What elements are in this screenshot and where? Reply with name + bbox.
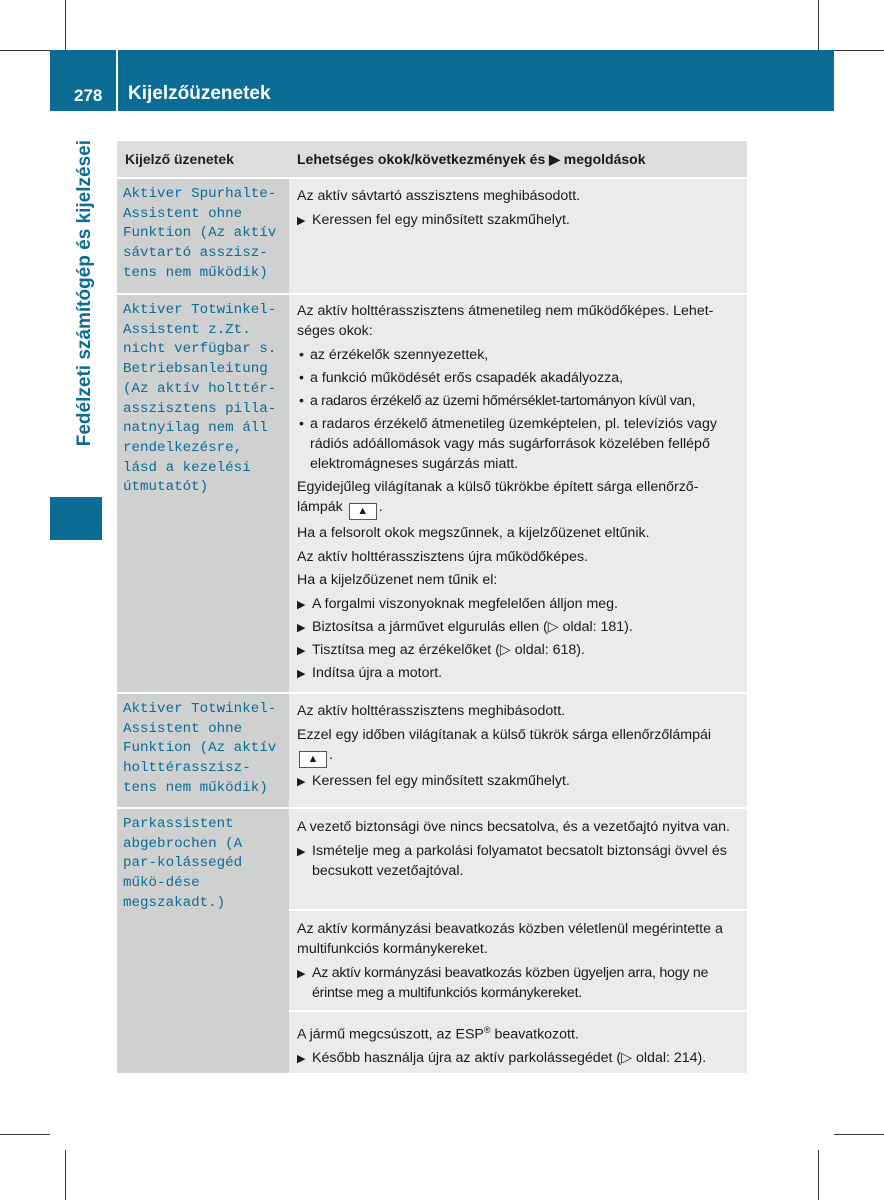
cause-text (297, 725, 741, 768)
action-item (297, 210, 741, 230)
table-row (117, 295, 747, 694)
registered-mark: ® (483, 1025, 491, 1035)
action-arrow-icon: ▶ (297, 644, 306, 657)
message-solution (289, 809, 747, 1073)
cause-text: A vezető biztonsági öve nincs becsatolva, és a vezetőajtó nyitva van. (297, 819, 730, 835)
cause-text (297, 1020, 741, 1045)
bullet: • (299, 415, 304, 432)
list-item-text: az érzékelők szennyezettek, (310, 346, 489, 363)
list-item-text: a funkció működését erős csapadék akadályozza, (310, 369, 624, 386)
cause-text-part: beavatkozott. (490, 1026, 579, 1043)
chapter-marker (50, 497, 102, 540)
action-item (297, 663, 741, 683)
crop-mark (65, 0, 66, 50)
message-text: Aktiver Totwinkel-Assistent z.Zt. nicht verfügbar s. Betriebsanleitung (Az aktív holttér-asszisztens pilla-natnyilag nem áll rendelkezésre, lásd a kezelési útmutatót) (123, 302, 277, 496)
display-message (117, 295, 289, 694)
page-number: 278 (74, 86, 103, 105)
page-title: Kijelzőüzenetek (128, 83, 271, 104)
list-item (297, 391, 741, 411)
message-text: Parkassistent abgebrochen (A par-kolássegéd műkö-dése megszakadt.) (123, 816, 243, 911)
action-item (297, 771, 741, 791)
action-text: Az aktív kormányzási beavatkozás közben ügyeljen arra, hogy ne érintse meg a multifunkciós kormánykereket. (312, 964, 709, 1001)
action-arrow-icon: ▶ (297, 845, 306, 858)
action-item (297, 594, 741, 614)
cause-text: Ha a kijelzőüzenet nem tűnik el: (297, 572, 498, 588)
cause-text: Az aktív sávtartó asszisztens meghibásodott. (297, 188, 581, 204)
crop-mark (834, 50, 884, 51)
bullet: • (299, 346, 304, 363)
message-text: Aktiver Spurhalte-Assistent ohne Funktion (Az aktív sávtartó asszisz-tens nem működik) (123, 186, 277, 281)
list-item (297, 414, 741, 474)
action-text: A forgalmi viszonyoknak megfelelően álljon meg. (312, 595, 618, 612)
solution-segment (289, 911, 747, 1012)
cause-text: Az aktív holttérasszisztens átmenetileg nem működőképes. Lehet-séges okok: (297, 303, 714, 339)
header-divider (116, 50, 118, 111)
action-text: Keressen fel egy minősített szakműhelyt. (312, 773, 570, 789)
table-row (117, 694, 747, 809)
crop-mark (834, 1134, 884, 1135)
action-text: Tisztítsa meg az érzékelőket (▷ oldal: 618). (312, 641, 585, 658)
solution-segment (289, 809, 747, 911)
action-item (297, 617, 741, 637)
list-item (297, 368, 741, 388)
cause-text: Ha a felsorolt okok megszűnnek, a kijelzőüzenet eltűnik. (297, 525, 650, 541)
cause-text-part: A jármű megcsúszott, az ESP (297, 1026, 484, 1043)
table-header-row (117, 141, 747, 179)
display-message (117, 179, 289, 295)
action-text: Biztosítsa a járművet elgurulás ellen (▷ oldal: 181). (312, 618, 633, 635)
bullet: • (299, 369, 304, 386)
punctuation: . (329, 746, 333, 763)
action-item (297, 1048, 741, 1068)
action-text: Keressen fel egy minősített szakműhelyt. (312, 211, 570, 228)
action-item (297, 963, 741, 1003)
list-item-text: a radaros érzékelő az üzemi hőmérséklet-tartományon kívül van, (310, 392, 696, 409)
action-arrow-icon: ▶ (297, 598, 306, 611)
action-arrow-icon: ▶ (297, 621, 306, 634)
column-header-causes: Lehetséges okok/következmények és ▶ megoldások (289, 141, 747, 179)
message-solution (289, 694, 747, 809)
action-item (297, 841, 741, 881)
cause-text-part: Egyidejűleg világítanak a külső tükrökbe épített sárga ellenőrző-lámpák (297, 478, 699, 515)
action-text: Ismételje meg a parkolási folyamatot becsatolt biztonsági övvel és becsukott vezetőajtóval. (312, 842, 727, 879)
cause-text: Az aktív kormányzási beavatkozás közben véletlenül megérintette a multifunkciós kormánykereket. (297, 921, 723, 957)
warning-lamp-icon: ▲ (349, 503, 377, 520)
action-item (297, 640, 741, 660)
messages-table (117, 141, 747, 1073)
list-item (297, 345, 741, 365)
cause-text-part: Ezzel egy időben világítanak a külső tükrök sárga ellenőrzőlámpái (297, 726, 712, 743)
action-arrow-icon: ▶ (297, 667, 306, 680)
column-header-messages: Kijelző üzenetek (117, 141, 289, 179)
cause-text: Az aktív holttérasszisztens meghibásodott. (297, 703, 566, 719)
solution-segment (289, 1012, 747, 1073)
action-arrow-icon: ▶ (297, 776, 306, 788)
cause-text: Az aktív holttérasszisztens újra működőképes. (297, 548, 588, 565)
display-message (117, 809, 289, 1073)
cause-text (297, 477, 741, 520)
warning-lamp-icon: ▲ (299, 751, 327, 768)
crop-mark (818, 1150, 819, 1200)
action-arrow-icon: ▶ (297, 967, 306, 980)
message-solution (289, 179, 747, 295)
action-text: Később használja újra az aktív parkolássegédet (▷ oldal: 214). (312, 1050, 707, 1067)
crop-mark (818, 0, 819, 50)
punctuation: . (378, 498, 383, 515)
action-arrow-icon: ▶ (297, 214, 306, 227)
crop-mark (0, 50, 50, 51)
list-item-text: a radaros érzékelő átmenetileg üzemképtelen, pl. televíziós vagy rádiós adóállomások vagy más sugárforrások közelében fellépő elektromágneses sugárzás miatt. (310, 415, 717, 472)
message-solution (289, 295, 747, 694)
table-row (117, 809, 747, 1073)
display-message (117, 694, 289, 809)
crop-mark (65, 1150, 66, 1200)
crop-mark (0, 1134, 50, 1135)
action-arrow-icon: ▶ (297, 1053, 306, 1066)
table-row (117, 179, 747, 295)
chapter-side-tab: Fedélzeti számítógép és kijelzései (74, 140, 95, 447)
bullet: • (299, 392, 304, 409)
message-text: Aktiver Totwinkel-Assistent ohne Funktion (Az aktív holttérasszisz-tens nem működik) (123, 701, 277, 796)
action-text: Indítsa újra a motort. (312, 664, 443, 681)
